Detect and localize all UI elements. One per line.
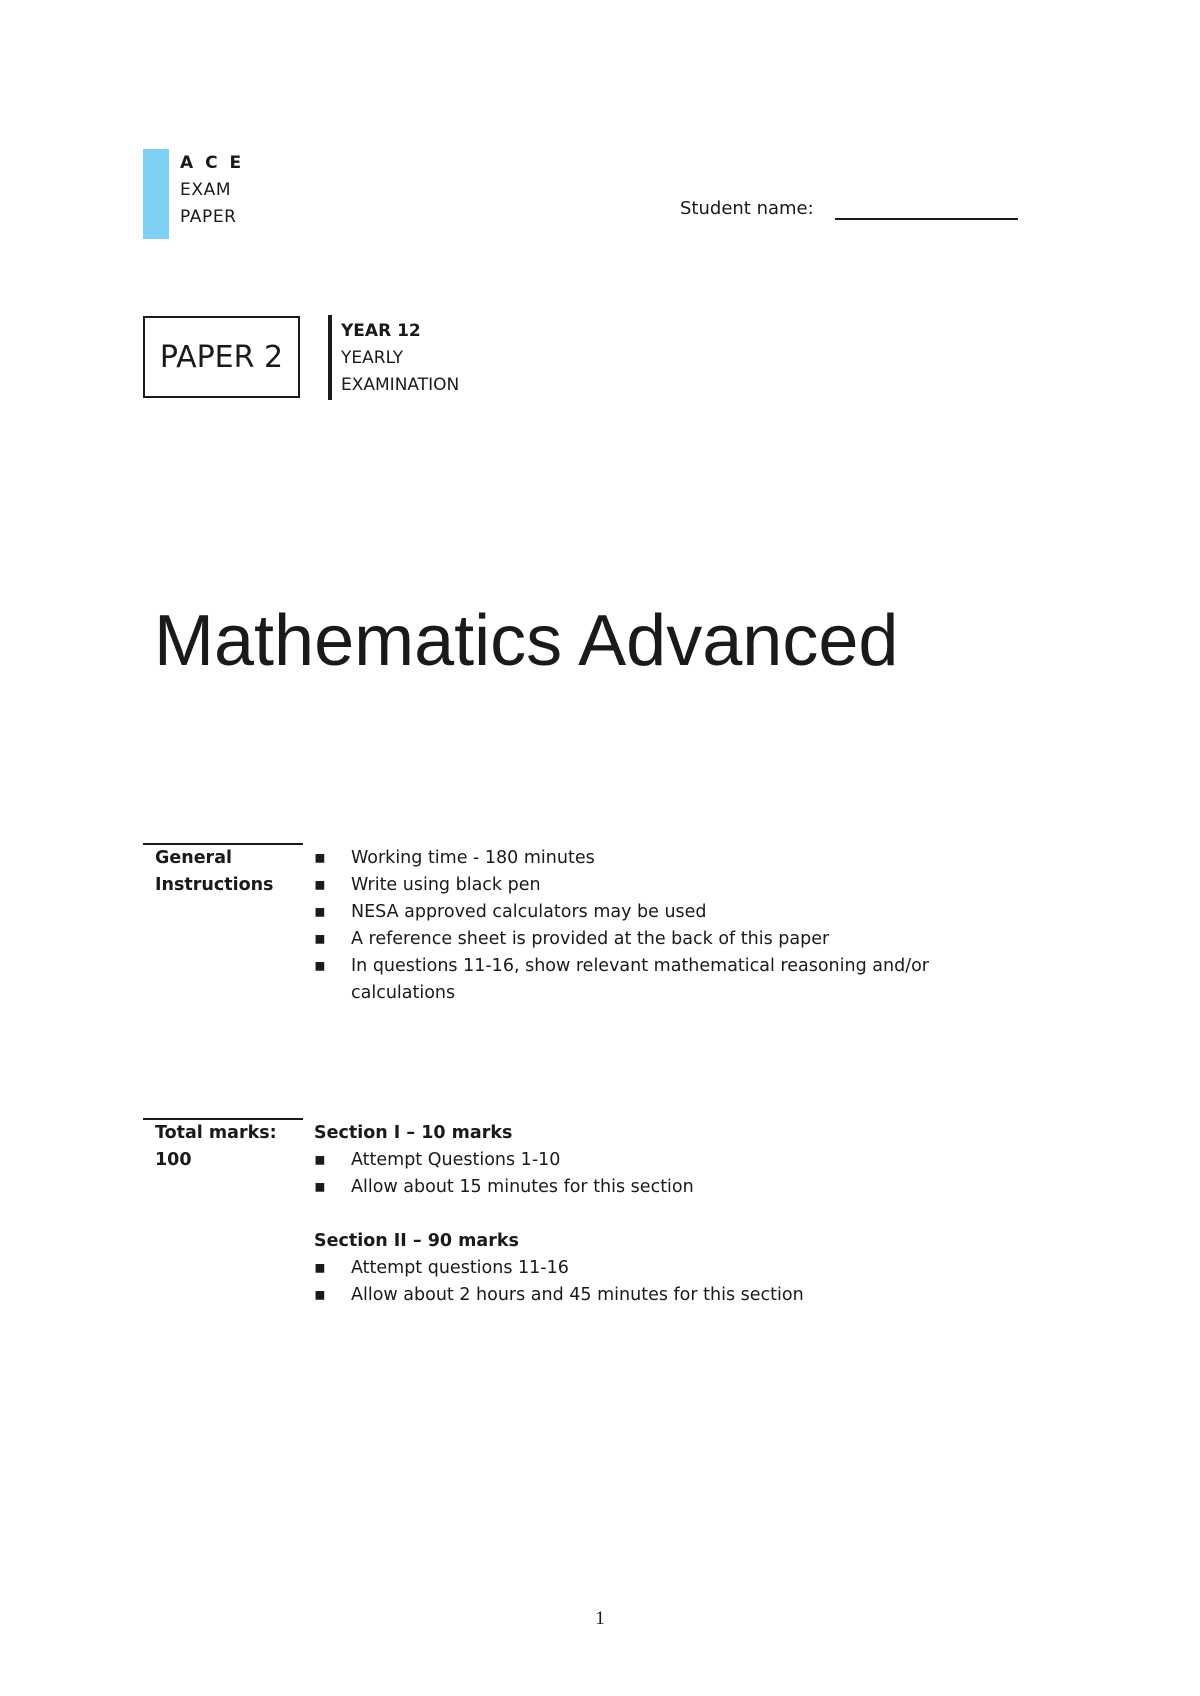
bullet-icon: ▪: [314, 902, 326, 922]
bullet-icon: ▪: [314, 1258, 326, 1278]
list-item-text: In questions 11-16, show relevant mathematical reasoning and/or calculations: [351, 956, 929, 1003]
general-instructions-list: [314, 845, 954, 1007]
sections-info: [314, 1120, 954, 1309]
brand-line-3: PAPER: [180, 207, 237, 227]
bullet-icon: ▪: [314, 848, 326, 868]
section-2-list: [314, 1255, 954, 1309]
brand-accent-bar: [143, 149, 169, 239]
list-item: [314, 899, 954, 926]
bullet-icon: ▪: [314, 1285, 326, 1305]
list-item-text: Working time - 180 minutes: [351, 848, 595, 868]
list-item: [314, 953, 954, 1007]
list-item-text: Allow about 15 minutes for this section: [351, 1177, 694, 1197]
bullet-icon: ▪: [314, 1177, 326, 1197]
total-marks-value: 100: [155, 1150, 192, 1170]
list-item-text: Attempt questions 11-16: [351, 1258, 569, 1278]
brand-line-1: A C E: [180, 153, 245, 173]
paper-number-label: PAPER 2: [159, 339, 284, 375]
exam-year: YEAR 12: [341, 321, 421, 341]
total-marks-label: [155, 1120, 277, 1174]
paper-number-box: [143, 316, 300, 398]
general-instructions-label: [155, 845, 273, 899]
list-item-text: NESA approved calculators may be used: [351, 902, 707, 922]
bullet-icon: ▪: [314, 956, 326, 976]
exam-type-line-2: EXAMINATION: [341, 375, 460, 395]
brand-line-2: EXAM: [180, 180, 232, 200]
bullet-icon: ▪: [314, 1150, 326, 1170]
brand-logo-text: [180, 150, 244, 231]
student-name-field[interactable]: [835, 218, 1018, 220]
section-2-heading: Section II – 90 marks: [314, 1231, 519, 1251]
section-1-heading: Section I – 10 marks: [314, 1123, 513, 1143]
list-item: [314, 1174, 954, 1201]
list-item: [314, 1255, 954, 1282]
list-item: [314, 845, 954, 872]
exam-type-line-1: YEARLY: [341, 348, 404, 368]
bullet-icon: ▪: [314, 929, 326, 949]
list-item-text: Allow about 2 hours and 45 minutes for this section: [351, 1285, 804, 1305]
general-label-line-1: General: [155, 848, 232, 868]
list-item: [314, 1147, 954, 1174]
list-item: [314, 926, 954, 953]
paper-divider: [328, 315, 332, 400]
document-title: Mathematics Advanced: [154, 601, 899, 681]
section-1-list: [314, 1147, 954, 1201]
student-name-label: Student name:: [680, 198, 814, 219]
exam-info: [341, 318, 459, 399]
bullet-icon: ▪: [314, 875, 326, 895]
page-number: 1: [595, 1608, 605, 1629]
general-label-line-2: Instructions: [155, 875, 274, 895]
list-item: [314, 872, 954, 899]
list-item-text: A reference sheet is provided at the back of this paper: [351, 929, 830, 949]
list-item: [314, 1282, 954, 1309]
list-item-text: Attempt Questions 1-10: [351, 1150, 561, 1170]
list-item-text: Write using black pen: [351, 875, 541, 895]
total-marks-label-line-1: Total marks:: [155, 1123, 277, 1143]
